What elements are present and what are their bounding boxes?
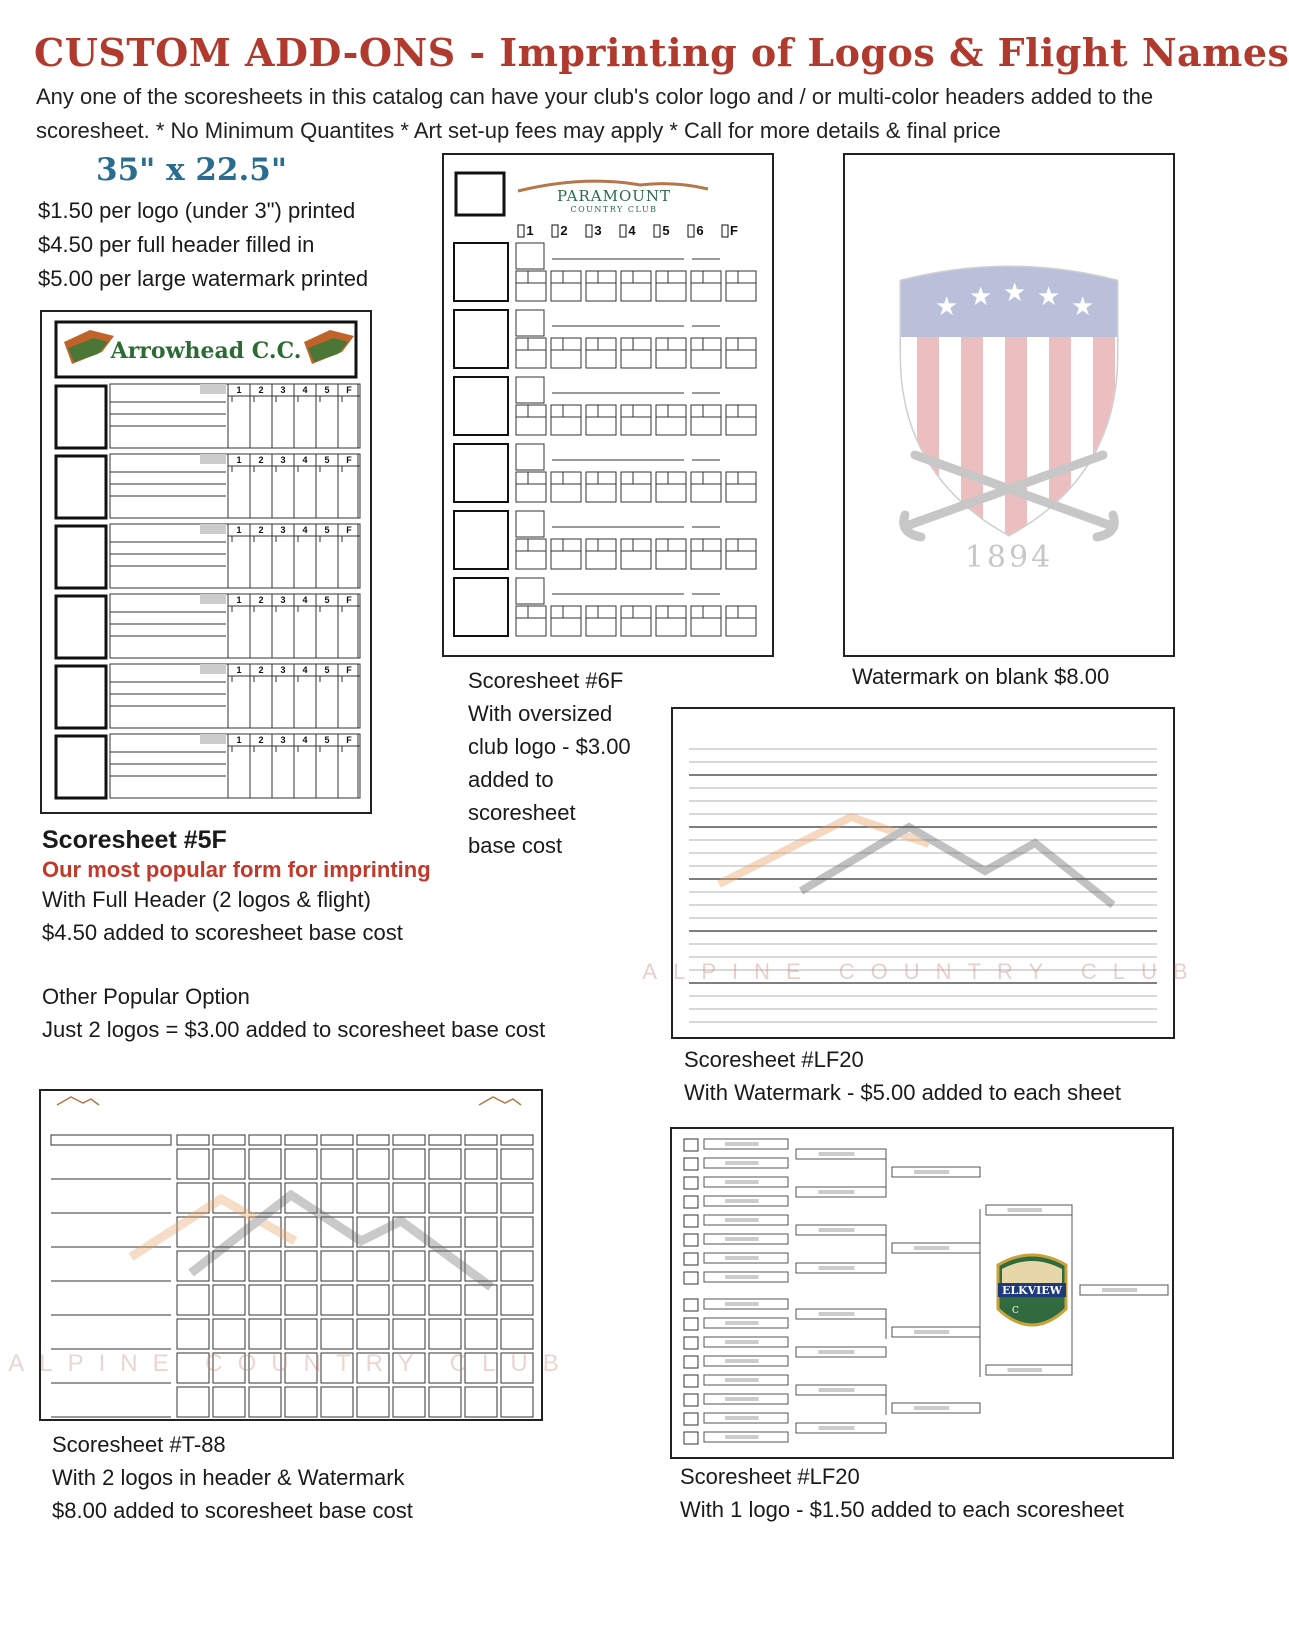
shield-watermark bbox=[845, 155, 1173, 655]
watermark-blank-image bbox=[843, 153, 1175, 657]
scoresheet-row bbox=[56, 384, 360, 448]
bracket-entry bbox=[796, 1263, 886, 1273]
column-label: 2 bbox=[258, 525, 264, 535]
caption-watermark: Watermark on blank $8.00 bbox=[852, 664, 1110, 689]
scoresheet-row bbox=[56, 594, 360, 658]
column-label: 3 bbox=[280, 665, 286, 675]
scoresheet-t88-image bbox=[8, 1089, 574, 1421]
grid-row bbox=[51, 1319, 533, 1349]
bracket-entry bbox=[704, 1272, 788, 1282]
column-label: 3 bbox=[280, 735, 286, 745]
column-label: 4 bbox=[302, 385, 308, 395]
scoresheet-6f-image bbox=[442, 153, 774, 657]
scoresheet-row bbox=[454, 511, 756, 569]
lf20-lines-drawing bbox=[642, 709, 1204, 1037]
column-label: 4 bbox=[302, 735, 308, 745]
paramount-logo-sub: COUNTRY CLUB bbox=[570, 205, 658, 214]
column-label: 1 bbox=[236, 525, 242, 535]
column-label: 5 bbox=[662, 223, 670, 238]
caption-6f-line: With oversized bbox=[468, 701, 613, 726]
caption-6f-line: added to bbox=[468, 767, 554, 792]
caption-5f-line: $4.50 added to scoresheet base cost bbox=[42, 920, 403, 945]
page-title: CUSTOM ADD-ONS - Imprinting of Logos & Flight Names bbox=[34, 30, 1289, 75]
column-label: 1 bbox=[526, 223, 534, 238]
caption-lf20-logo-line: Scoresheet #LF20 bbox=[680, 1464, 860, 1489]
bracket-entry bbox=[796, 1423, 886, 1433]
column-label: 4 bbox=[302, 525, 308, 535]
svg-text:★: ★ bbox=[1071, 291, 1095, 321]
caption-5f-line: With Full Header (2 logos & flight) bbox=[42, 887, 371, 912]
scoresheet-row bbox=[454, 310, 756, 368]
caption-t88-line: $8.00 added to scoresheet base cost bbox=[52, 1498, 413, 1523]
scoresheet-row bbox=[56, 524, 360, 588]
price-item: $1.50 per logo (under 3") printed bbox=[38, 198, 356, 223]
caption-6f-line: club logo - $3.00 bbox=[468, 734, 631, 759]
column-label: F bbox=[730, 223, 738, 238]
column-label: 4 bbox=[628, 223, 636, 238]
column-label: 2 bbox=[258, 595, 264, 605]
bracket-entry bbox=[704, 1375, 788, 1385]
sheet-size: 35" x 22.5" bbox=[96, 152, 288, 188]
caption-6f-line: scoresheet bbox=[468, 800, 576, 825]
other-option-title: Other Popular Option bbox=[42, 984, 250, 1009]
bracket-entry bbox=[704, 1299, 788, 1309]
column-label: 3 bbox=[280, 595, 286, 605]
bracket-entry bbox=[704, 1337, 788, 1347]
price-list bbox=[38, 194, 368, 296]
elkview-logo-letter: C bbox=[1012, 1306, 1019, 1316]
column-label: 6 bbox=[696, 223, 704, 238]
bracket-entry bbox=[704, 1253, 788, 1263]
column-label: 1 bbox=[236, 665, 242, 675]
caption-5f-highlight: Our most popular form for imprinting bbox=[42, 857, 431, 882]
bracket-entry bbox=[892, 1403, 980, 1413]
bracket-entry bbox=[704, 1158, 788, 1168]
column-label: 4 bbox=[302, 665, 308, 675]
bracket-entry bbox=[986, 1365, 1072, 1375]
bracket-entry bbox=[704, 1413, 788, 1423]
column-label: 4 bbox=[302, 595, 308, 605]
scoresheet-row bbox=[56, 734, 360, 798]
column-label: 2 bbox=[258, 665, 264, 675]
svg-text:★: ★ bbox=[935, 291, 959, 321]
bracket-entry bbox=[704, 1234, 788, 1244]
bracket-entry bbox=[704, 1139, 788, 1149]
elkview-logo-text: ELKVIEW bbox=[1001, 1284, 1063, 1297]
column-label: 3 bbox=[594, 223, 602, 238]
scoresheet-row bbox=[454, 377, 756, 435]
other-option-line: Just 2 logos = $3.00 added to scoresheet base cost bbox=[42, 1017, 546, 1042]
column-label: 2 bbox=[560, 223, 568, 238]
column-label: 3 bbox=[280, 385, 286, 395]
t88-watermark-text: ALPINE COUNTRY CLUB bbox=[8, 1350, 574, 1377]
grid-row bbox=[51, 1387, 533, 1417]
price-item: $4.50 per full header filled in bbox=[38, 232, 315, 257]
column-label: 5 bbox=[324, 385, 330, 395]
column-label: 4 bbox=[302, 455, 308, 465]
column-label: F bbox=[346, 735, 352, 745]
scoresheet-5f-drawing bbox=[42, 312, 370, 812]
caption-lf20-line: Scoresheet #LF20 bbox=[684, 1047, 864, 1072]
bracket-entry bbox=[986, 1205, 1072, 1215]
intro-text: Any one of the scoresheets in this catalog can have your club's color logo and / or multi-color headers added to the scoresheet. * No Minimum Quantites * Art set-up fees may apply * Call for more details & final price bbox=[36, 84, 1154, 143]
column-label: 5 bbox=[324, 665, 330, 675]
column-label: 5 bbox=[324, 595, 330, 605]
column-label: 2 bbox=[258, 735, 264, 745]
scoresheet-row bbox=[454, 444, 756, 502]
bracket-entry bbox=[704, 1215, 788, 1225]
bracket-entry bbox=[704, 1356, 788, 1366]
scoresheet-lf20-watermark-image bbox=[642, 707, 1204, 1039]
column-label: 2 bbox=[258, 385, 264, 395]
caption-6f-line: base cost bbox=[468, 833, 563, 858]
grid-row bbox=[51, 1285, 533, 1315]
watermark-year: 1894 bbox=[964, 540, 1054, 575]
elkview-logo bbox=[998, 1255, 1066, 1325]
column-label: F bbox=[346, 455, 352, 465]
bracket-entry bbox=[796, 1347, 886, 1357]
bracket-entry bbox=[704, 1196, 788, 1206]
scoresheet-row bbox=[56, 664, 360, 728]
column-label: F bbox=[346, 525, 352, 535]
bracket-entry bbox=[704, 1394, 788, 1404]
bracket-entry bbox=[892, 1167, 980, 1177]
bracket-entry bbox=[892, 1243, 980, 1253]
bracket-entry bbox=[1080, 1285, 1168, 1295]
svg-text:★: ★ bbox=[969, 281, 993, 311]
column-label: 1 bbox=[236, 455, 242, 465]
column-label: 3 bbox=[280, 525, 286, 535]
scoresheet-row bbox=[454, 243, 756, 301]
column-label: F bbox=[346, 595, 352, 605]
svg-text:★: ★ bbox=[1037, 281, 1061, 311]
bracket-entry bbox=[796, 1309, 886, 1319]
grid-row bbox=[51, 1149, 533, 1179]
caption-lf20-logo-line: With 1 logo - $1.50 added to each scoresheet bbox=[680, 1497, 1124, 1522]
column-label: F bbox=[346, 385, 352, 395]
bracket-entry bbox=[796, 1385, 886, 1395]
lf20-watermark-text: ALPINE COUNTRY CLUB bbox=[642, 959, 1204, 984]
column-label: 5 bbox=[324, 455, 330, 465]
svg-text:★: ★ bbox=[1003, 277, 1027, 307]
column-label: F bbox=[346, 665, 352, 675]
caption-t88-line: Scoresheet #T-88 bbox=[52, 1432, 226, 1457]
club-name: Arrowhead C.C. bbox=[110, 338, 302, 364]
column-label: 2 bbox=[258, 455, 264, 465]
bracket-entry bbox=[892, 1327, 980, 1337]
scoresheet-row bbox=[454, 578, 756, 636]
column-label: 1 bbox=[236, 735, 242, 745]
caption-t88-line: With 2 logos in header & Watermark bbox=[52, 1465, 405, 1490]
scoresheet-row bbox=[56, 454, 360, 518]
bracket-entry bbox=[704, 1432, 788, 1442]
column-label: 1 bbox=[236, 385, 242, 395]
bracket-entry bbox=[704, 1318, 788, 1328]
scoresheet-6f-drawing bbox=[444, 155, 772, 655]
price-item: $5.00 per large watermark printed bbox=[38, 266, 369, 291]
caption-5f-title: Scoresheet #5F bbox=[42, 826, 227, 854]
caption-lf20-line: With Watermark - $5.00 added to each sheet bbox=[684, 1080, 1121, 1105]
t88-grid-drawing bbox=[8, 1091, 574, 1419]
scoresheet-lf20-logo-image bbox=[670, 1127, 1174, 1459]
bracket-entry bbox=[796, 1187, 886, 1197]
scoresheet-5f-image bbox=[40, 310, 372, 814]
column-label: 1 bbox=[236, 595, 242, 605]
bracket-entry bbox=[796, 1225, 886, 1235]
bracket-entry bbox=[796, 1149, 886, 1159]
column-label: 3 bbox=[280, 455, 286, 465]
column-label: 5 bbox=[324, 525, 330, 535]
bracket-entry bbox=[704, 1177, 788, 1187]
caption-6f-line: Scoresheet #6F bbox=[468, 668, 624, 693]
column-label: 5 bbox=[324, 735, 330, 745]
bracket-drawing bbox=[672, 1129, 1172, 1457]
paramount-logo-text: PARAMOUNT bbox=[556, 187, 672, 205]
